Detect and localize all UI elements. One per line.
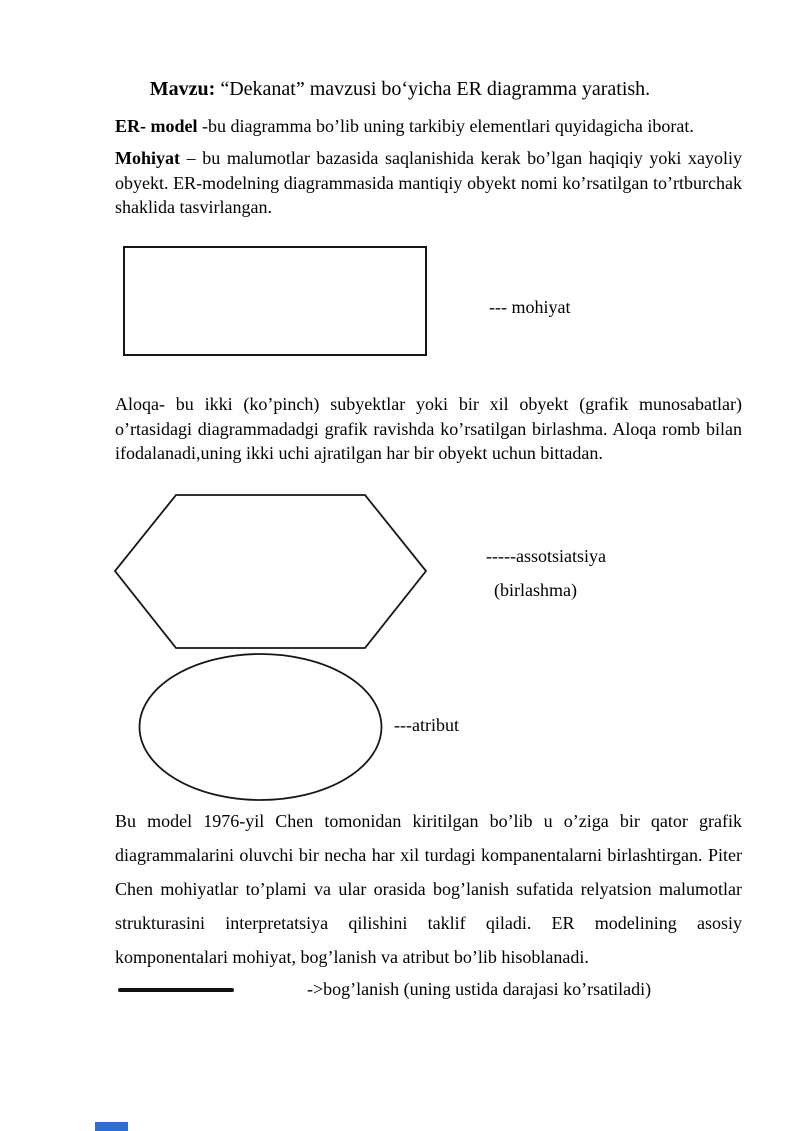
association-sublabel: (birlashma) [494,580,577,600]
relation-line-shape [118,988,234,992]
paragraph-aloqa [115,392,742,466]
paragraph-aloqa-text: Aloqa- bu ikki (ko’pinch) subyektlar yoki bir xil obyekt (grafik munosabatlar) o’rtasidagi diagrammadadgi grafik ravishda ko’rsatilgan birlashma. Aloqa romb bilan ifodalanadi,uning ikki uchi ajratilgan har bir obyekt uchun bittadan. [115,394,742,463]
paragraph-bu-model [115,804,742,974]
paragraph-er-model-text: -bu diagramma bo’lib uning tarkibiy elementlari quyidagicha iborat. [202,116,694,136]
attribute-ellipse-shape [134,649,387,805]
entity-rectangle-shape [123,246,427,356]
paragraph-mohiyat-text: – bu malumotlar bazasida saqlanishida kerak bo’lgan haqiqiy yoki xayoliy obyekt. ER-modelning diagrammasida mantiqiy obyekt nomi ko’rsatilgan to’rtburchak shaklida tasvirlangan. [115,148,742,217]
page-bottom-marker [95,1122,128,1131]
paragraph-bu-model-text: Bu model 1976-yil Chen tomonidan kiritilgan bo’lib u o’ziga bir qator grafik diagrammalarini oluvchi bir necha har xil turdagi kompanentalarni birlashtirgan. Piter Chen mohiyatlar to’plami va ular orasida bog’lanish sufatida relyatsion malumotlar strukturasini interpretatsiya qilishini taklif qiladi. ER modelining asosiy komponentalari mohiyat, bog’lanish va atribut bo’lib hisoblanadi. [115,811,742,967]
paragraph-er-model [115,114,742,139]
paragraph-mohiyat-lead: Mohiyat [115,148,180,168]
attribute-label: ---atribut [394,715,459,735]
page-title [87,76,713,102]
relation-line-label: ->bog’lanish (uning ustida darajasi ko’rsatiladi) [307,979,652,999]
page-title-rest: “Dekanat” mavzusi bo‘yicha ER diagramma yaratish. [215,78,651,100]
paragraph-er-model-lead: ER- model [115,116,202,136]
entity-rectangle-label: --- mohiyat [489,297,571,317]
association-hexagon-shape [112,491,430,652]
page-title-bold: Mavzu: [149,78,216,100]
paragraph-mohiyat [115,146,742,220]
association-label: -----assotsiatsiya [486,546,606,566]
